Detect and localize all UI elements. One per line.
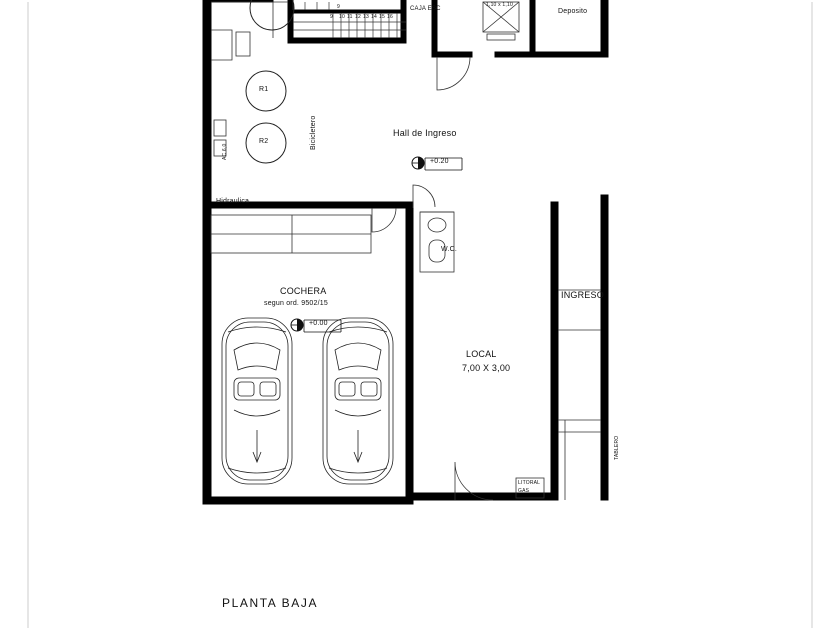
sheet-title: PLANTA BAJA xyxy=(222,596,319,610)
car-1-seat-l xyxy=(238,382,254,396)
duct-base xyxy=(487,34,515,40)
walls-group xyxy=(203,0,608,504)
car-2-hood xyxy=(329,327,387,332)
stair-step-number: 9 xyxy=(330,14,333,20)
car-2-rear-window xyxy=(335,410,381,416)
wall-bottom-left xyxy=(203,497,413,504)
sheet-marks xyxy=(28,2,812,628)
stair-step-number: 11 xyxy=(347,14,353,20)
wall-deposito-bottom-b xyxy=(495,52,608,57)
box-annot-1 xyxy=(214,120,226,136)
wall-deposito-right xyxy=(530,0,535,54)
room-label-cochera: COCHERA xyxy=(280,286,327,296)
tank-label-r1: R1 xyxy=(259,86,269,93)
tank-top xyxy=(250,0,294,30)
wall-stair-landing xyxy=(288,10,406,13)
door-swing-deposito xyxy=(437,57,470,90)
car-2-roof xyxy=(335,378,381,400)
room-label-caja-esc: CAJA ESC xyxy=(410,6,441,12)
room-label-deposito: Deposito xyxy=(558,8,588,15)
room-label-cochera-ordinance: segun ord. 9502/15 xyxy=(264,300,328,307)
stair-step-number: 13 xyxy=(363,14,369,20)
room-label-hall: Hall de Ingreso xyxy=(393,128,457,138)
box-left-small xyxy=(236,32,250,56)
level-mark-hall: +0.20 xyxy=(430,158,449,165)
label-litoral: LITORAL xyxy=(518,480,541,486)
wall-left xyxy=(203,0,211,504)
room-label-bicicletero: Bicicletero xyxy=(310,115,317,150)
car-1-trunk xyxy=(228,468,286,473)
room-label-hidraulica: Hidraulica xyxy=(216,198,250,205)
wc-basin xyxy=(428,218,446,232)
duct-note: 1,10 x 1,10 xyxy=(486,2,513,8)
room-label-local: LOCAL xyxy=(466,349,497,359)
car-1-rear-window xyxy=(234,410,280,416)
label-gas: GAS xyxy=(518,488,530,494)
room-label-local-dimension: 7,00 X 3,00 xyxy=(462,363,511,373)
wall-local-left xyxy=(406,202,413,500)
room-label-wc: W.C. xyxy=(441,246,457,253)
car-1-roof xyxy=(234,378,280,400)
car-1-hood xyxy=(228,327,286,332)
level-mark-cochera: +0.00 xyxy=(309,320,328,327)
stair-step-number: 12 xyxy=(355,14,361,20)
wall-stair-left xyxy=(288,0,293,42)
cars-group xyxy=(222,318,393,484)
door-swing-wc xyxy=(413,185,435,208)
wall-local-right xyxy=(551,202,558,500)
niche-left xyxy=(211,30,232,60)
stair-step-number: 16 xyxy=(387,14,393,20)
door-swing-hall xyxy=(372,208,396,232)
car-2-windshield xyxy=(335,343,381,370)
wall-deposito-bottom-a xyxy=(432,52,472,57)
note-left-rotated: AC 6,0 xyxy=(222,143,228,160)
car-2-seat-r xyxy=(361,382,377,396)
wall-stair-right xyxy=(401,0,406,42)
label-tablero: TABLERO xyxy=(614,435,620,460)
car-1 xyxy=(222,318,292,484)
stair-step-number-landing: 9 xyxy=(337,4,340,10)
stair-step-number: 15 xyxy=(379,14,385,20)
wc-enclosure xyxy=(420,212,454,272)
wall-bottom-local xyxy=(406,493,558,500)
room-label-ingreso: INGRESO xyxy=(561,290,604,300)
wall-ingreso-right xyxy=(601,420,608,495)
tanks-group xyxy=(246,0,294,163)
tank-label-r2: R2 xyxy=(259,138,269,145)
wall-right-upper xyxy=(601,0,608,56)
wall-stair-bottom xyxy=(288,38,406,43)
car-2 xyxy=(323,318,393,484)
car-2-seat-l xyxy=(339,382,355,396)
car-1-seat-r xyxy=(260,382,276,396)
stair-step-number: 10 xyxy=(339,14,345,20)
car-2-trunk xyxy=(329,468,387,473)
stair-landing-steps xyxy=(293,2,329,10)
stair-step-number: 14 xyxy=(371,14,377,20)
car-1-windshield xyxy=(234,343,280,370)
